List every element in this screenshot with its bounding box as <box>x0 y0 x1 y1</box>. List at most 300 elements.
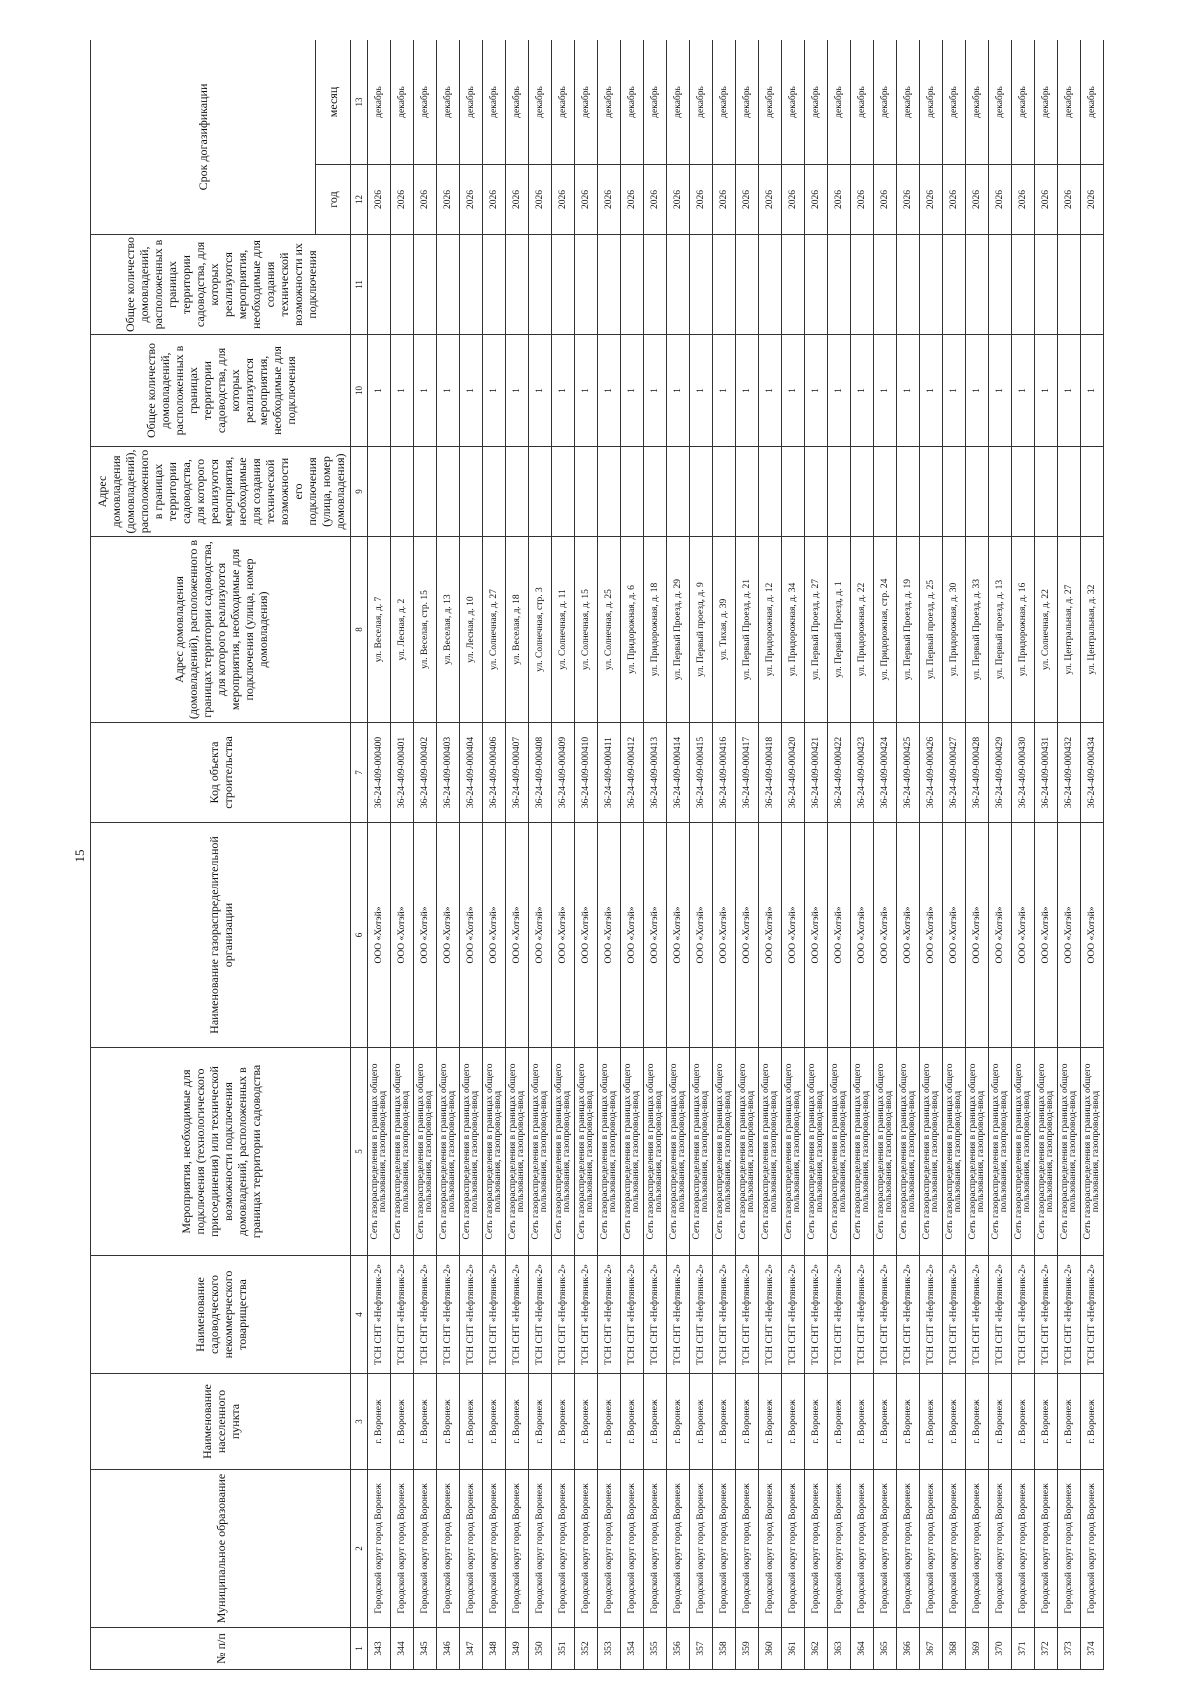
cell-settlement: г. Воронеж <box>690 1374 713 1470</box>
cell-activity: Сеть газораспределения в границах общего пользования, газопровод-ввод <box>483 1048 506 1256</box>
cell-month: декабрь <box>943 40 966 165</box>
cell-snt: ТСН СНТ «Нефтяник-2» <box>368 1256 391 1374</box>
cell-count: 1 <box>506 335 529 447</box>
cell-address-technical <box>851 447 874 537</box>
cell-address-technical <box>414 447 437 537</box>
cell-count: 1 <box>575 335 598 447</box>
cell-address-technical <box>437 447 460 537</box>
cell-year: 2026 <box>644 165 667 235</box>
cell-municipality: Городской округ город Воронеж <box>805 1470 828 1628</box>
cell-municipality: Городской округ город Воронеж <box>966 1470 989 1628</box>
table-row <box>575 40 598 1670</box>
column-number-3: 3 <box>351 1374 368 1470</box>
cell-municipality: Городской округ город Воронеж <box>644 1470 667 1628</box>
cell-num: 358 <box>713 1628 736 1670</box>
cell-code: 36-24-409-000403 <box>437 723 460 823</box>
cell-code: 36-24-409-000414 <box>667 723 690 823</box>
cell-year: 2026 <box>736 165 759 235</box>
column-number-8: 8 <box>351 537 368 723</box>
table-row <box>621 40 644 1670</box>
cell-snt: ТСН СНТ «Нефтяник-2» <box>851 1256 874 1374</box>
cell-activity: Сеть газораспределения в границах общего пользования, газопровод-ввод <box>460 1048 483 1256</box>
cell-address-technical <box>897 447 920 537</box>
cell-code: 36-24-409-000408 <box>529 723 552 823</box>
cell-municipality: Городской округ город Воронеж <box>391 1470 414 1628</box>
cell-num: 370 <box>989 1628 1012 1670</box>
cell-count: 1 <box>1058 335 1081 447</box>
cell-year: 2026 <box>414 165 437 235</box>
cell-count: 1 <box>391 335 414 447</box>
cell-snt: ТСН СНТ «Нефтяник-2» <box>1058 1256 1081 1374</box>
cell-settlement: г. Воронеж <box>460 1374 483 1470</box>
cell-address-technical <box>690 447 713 537</box>
cell-num: 359 <box>736 1628 759 1670</box>
cell-municipality: Городской округ город Воронеж <box>851 1470 874 1628</box>
cell-year: 2026 <box>437 165 460 235</box>
cell-count-technical <box>667 235 690 335</box>
cell-count: 1 <box>989 335 1012 447</box>
column-number-7: 7 <box>351 723 368 823</box>
table-row <box>506 40 529 1670</box>
cell-address-technical <box>874 447 897 537</box>
cell-count-technical <box>851 235 874 335</box>
cell-count: 1 <box>368 335 391 447</box>
cell-settlement: г. Воронеж <box>897 1374 920 1470</box>
cell-count: 1 <box>966 335 989 447</box>
cell-address: ул. Веселая, д. 13 <box>437 537 460 723</box>
cell-activity: Сеть газораспределения в границах общего пользования, газопровод-ввод <box>759 1048 782 1256</box>
cell-municipality: Городской округ город Воронеж <box>552 1470 575 1628</box>
cell-settlement: г. Воронеж <box>736 1374 759 1470</box>
cell-activity: Сеть газораспределения в границах общего пользования, газопровод-ввод <box>529 1048 552 1256</box>
cell-activity: Сеть газораспределения в границах общего пользования, газопровод-ввод <box>1012 1048 1035 1256</box>
cell-address: ул. Придорожная, д. 16 <box>1012 537 1035 723</box>
cell-year: 2026 <box>920 165 943 235</box>
cell-snt: ТСН СНТ «Нефтяник-2» <box>1081 1256 1104 1374</box>
cell-activity: Сеть газораспределения в границах общего пользования, газопровод-ввод <box>713 1048 736 1256</box>
cell-num: 372 <box>1035 1628 1058 1670</box>
cell-municipality: Городской округ город Воронеж <box>759 1470 782 1628</box>
table-row <box>690 40 713 1670</box>
cell-activity: Сеть газораспределения в границах общего пользования, газопровод-ввод <box>368 1048 391 1256</box>
cell-activity: Сеть газораспределения в границах общего пользования, газопровод-ввод <box>598 1048 621 1256</box>
cell-settlement: г. Воронеж <box>920 1374 943 1470</box>
cell-municipality: Городской округ город Воронеж <box>713 1470 736 1628</box>
cell-month: декабрь <box>1058 40 1081 165</box>
cell-activity: Сеть газораспределения в границах общего пользования, газопровод-ввод <box>989 1048 1012 1256</box>
cell-activity: Сеть газораспределения в границах общего пользования, газопровод-ввод <box>782 1048 805 1256</box>
header-settlement: Наименование населенного пункта <box>91 1374 351 1470</box>
cell-year: 2026 <box>989 165 1012 235</box>
cell-num: 369 <box>966 1628 989 1670</box>
cell-count-technical <box>690 235 713 335</box>
cell-address: ул. Солнечная, стр. 3 <box>529 537 552 723</box>
page-number: 15 <box>72 849 87 863</box>
cell-address-technical <box>920 447 943 537</box>
cell-settlement: г. Воронеж <box>483 1374 506 1470</box>
cell-activity: Сеть газораспределения в границах общего пользования, газопровод-ввод <box>897 1048 920 1256</box>
cell-gdo: ООО «Хотэй» <box>920 823 943 1048</box>
cell-gdo: ООО «Хотэй» <box>851 823 874 1048</box>
table-row <box>966 40 989 1670</box>
cell-num: 354 <box>621 1628 644 1670</box>
cell-address-technical <box>989 447 1012 537</box>
cell-settlement: г. Воронеж <box>1058 1374 1081 1470</box>
cell-activity: Сеть газораспределения в границах общего пользования, газопровод-ввод <box>943 1048 966 1256</box>
cell-gdo: ООО «Хотэй» <box>782 823 805 1048</box>
cell-snt: ТСН СНТ «Нефтяник-2» <box>644 1256 667 1374</box>
cell-year: 2026 <box>1035 165 1058 235</box>
cell-num: 371 <box>1012 1628 1035 1670</box>
cell-year: 2026 <box>460 165 483 235</box>
cell-count-technical <box>920 235 943 335</box>
cell-month: декабрь <box>897 40 920 165</box>
cell-settlement: г. Воронеж <box>667 1374 690 1470</box>
header-total-connection: Общее количество домовладений, расположенных в границах территории садоводства, для которых реализуются мероприятия, необходимые для подключения <box>91 335 351 447</box>
table-row <box>1012 40 1035 1670</box>
cell-year: 2026 <box>713 165 736 235</box>
cell-num: 353 <box>598 1628 621 1670</box>
cell-count-technical <box>552 235 575 335</box>
cell-code: 36-24-409-000423 <box>851 723 874 823</box>
cell-count: 1 <box>667 335 690 447</box>
cell-settlement: г. Воронеж <box>575 1374 598 1470</box>
cell-num: 344 <box>391 1628 414 1670</box>
cell-municipality: Городской округ город Воронеж <box>483 1470 506 1628</box>
cell-gdo: ООО «Хотэй» <box>713 823 736 1048</box>
cell-address-technical <box>483 447 506 537</box>
cell-code: 36-24-409-000418 <box>759 723 782 823</box>
cell-gdo: ООО «Хотэй» <box>644 823 667 1048</box>
cell-activity: Сеть газораспределения в границах общего пользования, газопровод-ввод <box>414 1048 437 1256</box>
cell-gdo: ООО «Хотэй» <box>368 823 391 1048</box>
cell-gdo: ООО «Хотэй» <box>1058 823 1081 1048</box>
cell-count: 1 <box>1035 335 1058 447</box>
header-address-technical: Адрес домовладения (домовладений), расположенного в границах территории садоводства, для которого реализуются мероприятия, необходимые для создания технической возможности его подключения (улица, номер домовладения) <box>91 447 351 537</box>
cell-code: 36-24-409-000410 <box>575 723 598 823</box>
cell-num: 346 <box>437 1628 460 1670</box>
cell-count-technical <box>414 235 437 335</box>
cell-month: декабрь <box>690 40 713 165</box>
cell-num: 368 <box>943 1628 966 1670</box>
column-numbers-row <box>351 40 368 1670</box>
cell-address: ул. Веселая, д. 7 <box>368 537 391 723</box>
cell-activity: Сеть газораспределения в границах общего пользования, газопровод-ввод <box>437 1048 460 1256</box>
cell-code: 36-24-409-000413 <box>644 723 667 823</box>
cell-code: 36-24-409-000402 <box>414 723 437 823</box>
cell-settlement: г. Воронеж <box>621 1374 644 1470</box>
cell-gdo: ООО «Хотэй» <box>598 823 621 1048</box>
cell-code: 36-24-409-000421 <box>805 723 828 823</box>
document-sheet <box>90 40 1158 1670</box>
cell-gdo: ООО «Хотэй» <box>759 823 782 1048</box>
cell-count-technical <box>782 235 805 335</box>
cell-month: декабрь <box>483 40 506 165</box>
cell-month: декабрь <box>782 40 805 165</box>
cell-month: декабрь <box>598 40 621 165</box>
cell-month: декабрь <box>920 40 943 165</box>
cell-year: 2026 <box>483 165 506 235</box>
cell-gdo: ООО «Хотэй» <box>414 823 437 1048</box>
cell-month: декабрь <box>989 40 1012 165</box>
cell-municipality: Городской округ город Воронеж <box>575 1470 598 1628</box>
cell-snt: ТСН СНТ «Нефтяник-2» <box>575 1256 598 1374</box>
cell-gdo: ООО «Хотэй» <box>874 823 897 1048</box>
header-total-technical: Общее количество домовладений, расположенных в границах территории садоводства, для которых реализуются мероприятия, необходимые для создания технической возможности их подключения <box>91 235 351 335</box>
cell-settlement: г. Воронеж <box>805 1374 828 1470</box>
cell-municipality: Городской округ город Воронеж <box>621 1470 644 1628</box>
header-snt: Наименование садоводческого некоммерческого товарищества <box>91 1256 351 1374</box>
cell-snt: ТСН СНТ «Нефтяник-2» <box>690 1256 713 1374</box>
cell-address: ул. Веселая, д. 18 <box>506 537 529 723</box>
cell-settlement: г. Воронеж <box>1035 1374 1058 1470</box>
table-row <box>805 40 828 1670</box>
cell-count: 1 <box>713 335 736 447</box>
table-row <box>874 40 897 1670</box>
table-row <box>989 40 1012 1670</box>
cell-month: декабрь <box>759 40 782 165</box>
cell-activity: Сеть газораспределения в границах общего пользования, газопровод-ввод <box>736 1048 759 1256</box>
cell-snt: ТСН СНТ «Нефтяник-2» <box>736 1256 759 1374</box>
column-number-12: 12 <box>351 165 368 235</box>
cell-address-technical <box>1035 447 1058 537</box>
cell-month: декабрь <box>874 40 897 165</box>
cell-gdo: ООО «Хотэй» <box>529 823 552 1048</box>
cell-count: 1 <box>736 335 759 447</box>
cell-year: 2026 <box>667 165 690 235</box>
cell-num: 349 <box>506 1628 529 1670</box>
cell-month: декабрь <box>460 40 483 165</box>
cell-num: 367 <box>920 1628 943 1670</box>
cell-count: 1 <box>1012 335 1035 447</box>
cell-gdo: ООО «Хотэй» <box>897 823 920 1048</box>
header-year: год <box>316 165 351 235</box>
cell-num: 360 <box>759 1628 782 1670</box>
cell-municipality: Городской округ город Воронеж <box>529 1470 552 1628</box>
table-row <box>391 40 414 1670</box>
cell-num: 362 <box>805 1628 828 1670</box>
cell-num: 366 <box>897 1628 920 1670</box>
cell-count: 1 <box>759 335 782 447</box>
column-number-6: 6 <box>351 823 368 1048</box>
table-row <box>736 40 759 1670</box>
cell-address-technical <box>621 447 644 537</box>
cell-count: 1 <box>805 335 828 447</box>
table-row <box>897 40 920 1670</box>
cell-year: 2026 <box>805 165 828 235</box>
cell-snt: ТСН СНТ «Нефтяник-2» <box>920 1256 943 1374</box>
cell-count-technical <box>736 235 759 335</box>
cell-activity: Сеть газораспределения в границах общего пользования, газопровод-ввод <box>1081 1048 1104 1256</box>
cell-snt: ТСН СНТ «Нефтяник-2» <box>552 1256 575 1374</box>
cell-settlement: г. Воронеж <box>598 1374 621 1470</box>
table-row <box>644 40 667 1670</box>
cell-month: декабрь <box>575 40 598 165</box>
cell-address-technical <box>782 447 805 537</box>
cell-gdo: ООО «Хотэй» <box>575 823 598 1048</box>
cell-address-technical <box>529 447 552 537</box>
cell-count-technical <box>575 235 598 335</box>
cell-activity: Сеть газораспределения в границах общего пользования, газопровод-ввод <box>1058 1048 1081 1256</box>
cell-code: 36-24-409-000434 <box>1081 723 1104 823</box>
cell-municipality: Городской округ город Воронеж <box>1081 1470 1104 1628</box>
cell-activity: Сеть газораспределения в границах общего пользования, газопровод-ввод <box>690 1048 713 1256</box>
cell-activity: Сеть газораспределения в границах общего пользования, газопровод-ввод <box>552 1048 575 1256</box>
cell-count: 1 <box>851 335 874 447</box>
cell-count: 1 <box>598 335 621 447</box>
cell-num: 345 <box>414 1628 437 1670</box>
column-number-10: 10 <box>351 335 368 447</box>
cell-month: декабрь <box>437 40 460 165</box>
cell-num: 373 <box>1058 1628 1081 1670</box>
cell-settlement: г. Воронеж <box>713 1374 736 1470</box>
table-row <box>943 40 966 1670</box>
cell-address: ул. Солнечная, д. 22 <box>1035 537 1058 723</box>
cell-count-technical <box>759 235 782 335</box>
cell-settlement: г. Воронеж <box>552 1374 575 1470</box>
cell-municipality: Городской округ город Воронеж <box>874 1470 897 1628</box>
cell-snt: ТСН СНТ «Нефтяник-2» <box>483 1256 506 1374</box>
cell-snt: ТСН СНТ «Нефтяник-2» <box>897 1256 920 1374</box>
table-row <box>1058 40 1081 1670</box>
cell-count-technical <box>828 235 851 335</box>
cell-snt: ТСН СНТ «Нефтяник-2» <box>391 1256 414 1374</box>
cell-count: 1 <box>483 335 506 447</box>
cell-gdo: ООО «Хотэй» <box>391 823 414 1048</box>
cell-month: декабрь <box>368 40 391 165</box>
cell-year: 2026 <box>529 165 552 235</box>
cell-activity: Сеть газораспределения в границах общего пользования, газопровод-ввод <box>828 1048 851 1256</box>
cell-address: ул. Солнечная, д. 15 <box>575 537 598 723</box>
cell-code: 36-24-409-000427 <box>943 723 966 823</box>
header-activity: Мероприятия, необходимые для подключения (технологического присоединения) или технической возможности подключения домовладений, расположенных в границах территории садоводства <box>91 1048 351 1256</box>
cell-gdo: ООО «Хотэй» <box>736 823 759 1048</box>
cell-year: 2026 <box>828 165 851 235</box>
cell-year: 2026 <box>598 165 621 235</box>
cell-num: 365 <box>874 1628 897 1670</box>
cell-address-technical <box>805 447 828 537</box>
cell-num: 343 <box>368 1628 391 1670</box>
cell-num: 363 <box>828 1628 851 1670</box>
table-row <box>598 40 621 1670</box>
cell-code: 36-24-409-000424 <box>874 723 897 823</box>
cell-address-technical <box>552 447 575 537</box>
cell-gdo: ООО «Хотэй» <box>1081 823 1104 1048</box>
column-number-13: 13 <box>351 40 368 165</box>
table-row <box>828 40 851 1670</box>
cell-settlement: г. Воронеж <box>414 1374 437 1470</box>
cell-snt: ТСН СНТ «Нефтяник-2» <box>759 1256 782 1374</box>
cell-activity: Сеть газораспределения в границах общего пользования, газопровод-ввод <box>966 1048 989 1256</box>
cell-year: 2026 <box>506 165 529 235</box>
cell-gdo: ООО «Хотэй» <box>621 823 644 1048</box>
cell-address-technical <box>391 447 414 537</box>
cell-settlement: г. Воронеж <box>966 1374 989 1470</box>
table-body <box>368 40 1104 1670</box>
cell-address: ул. Придорожная, д. 34 <box>782 537 805 723</box>
cell-address: ул. Лесная, д. 2 <box>391 537 414 723</box>
cell-municipality: Городской округ город Воронеж <box>690 1470 713 1628</box>
cell-municipality: Городской округ город Воронеж <box>736 1470 759 1628</box>
table-row <box>1035 40 1058 1670</box>
cell-code: 36-24-409-000432 <box>1058 723 1081 823</box>
table-row <box>483 40 506 1670</box>
cell-count-technical <box>506 235 529 335</box>
cell-activity: Сеть газораспределения в границах общего пользования, газопровод-ввод <box>667 1048 690 1256</box>
rotated-table-container <box>90 40 1158 1670</box>
cell-num: 348 <box>483 1628 506 1670</box>
cell-month: декабрь <box>713 40 736 165</box>
cell-year: 2026 <box>1081 165 1104 235</box>
cell-code: 36-24-409-000406 <box>483 723 506 823</box>
cell-settlement: г. Воронеж <box>437 1374 460 1470</box>
cell-snt: ТСН СНТ «Нефтяник-2» <box>1035 1256 1058 1374</box>
cell-address-technical <box>966 447 989 537</box>
cell-year: 2026 <box>621 165 644 235</box>
column-number-9: 9 <box>351 447 368 537</box>
cell-address-technical <box>736 447 759 537</box>
header-code: Код объекта строительства <box>91 723 351 823</box>
cell-settlement: г. Воронеж <box>644 1374 667 1470</box>
header-municipality: Муниципальное образование <box>91 1470 351 1628</box>
cell-code: 36-24-409-000425 <box>897 723 920 823</box>
cell-municipality: Городской округ город Воронеж <box>368 1470 391 1628</box>
cell-count-technical <box>1012 235 1035 335</box>
cell-municipality: Городской округ город Воронеж <box>1012 1470 1035 1628</box>
cell-count-technical <box>1058 235 1081 335</box>
cell-municipality: Городской округ город Воронеж <box>897 1470 920 1628</box>
cell-year: 2026 <box>759 165 782 235</box>
cell-count: 1 <box>874 335 897 447</box>
cell-count-technical <box>1035 235 1058 335</box>
cell-municipality: Городской округ город Воронеж <box>1058 1470 1081 1628</box>
cell-count: 1 <box>920 335 943 447</box>
cell-snt: ТСН СНТ «Нефтяник-2» <box>437 1256 460 1374</box>
cell-count-technical <box>874 235 897 335</box>
cell-code: 36-24-409-000417 <box>736 723 759 823</box>
column-number-2: 2 <box>351 1470 368 1628</box>
cell-snt: ТСН СНТ «Нефтяник-2» <box>460 1256 483 1374</box>
cell-count-technical <box>644 235 667 335</box>
cell-snt: ТСН СНТ «Нефтяник-2» <box>1012 1256 1035 1374</box>
cell-count-technical <box>621 235 644 335</box>
cell-count-technical <box>529 235 552 335</box>
cell-code: 36-24-409-000400 <box>368 723 391 823</box>
cell-code: 36-24-409-000420 <box>782 723 805 823</box>
cell-municipality: Городской округ город Воронеж <box>598 1470 621 1628</box>
cell-address: ул. Солнечная, д. 11 <box>552 537 575 723</box>
cell-count: 1 <box>414 335 437 447</box>
cell-settlement: г. Воронеж <box>759 1374 782 1470</box>
cell-code: 36-24-409-000431 <box>1035 723 1058 823</box>
cell-count: 1 <box>690 335 713 447</box>
cell-num: 374 <box>1081 1628 1104 1670</box>
cell-gdo: ООО «Хотэй» <box>552 823 575 1048</box>
cell-month: декабрь <box>391 40 414 165</box>
cell-year: 2026 <box>966 165 989 235</box>
table-row <box>414 40 437 1670</box>
table-row <box>368 40 391 1670</box>
cell-year: 2026 <box>1012 165 1035 235</box>
gasification-table <box>90 40 1104 1670</box>
table-row <box>437 40 460 1670</box>
cell-code: 36-24-409-000404 <box>460 723 483 823</box>
cell-count-technical <box>1081 235 1104 335</box>
cell-address: ул. Центральная, д. 27 <box>1058 537 1081 723</box>
cell-snt: ТСН СНТ «Нефтяник-2» <box>506 1256 529 1374</box>
cell-activity: Сеть газораспределения в границах общего пользования, газопровод-ввод <box>621 1048 644 1256</box>
cell-municipality: Городской округ город Воронеж <box>989 1470 1012 1628</box>
